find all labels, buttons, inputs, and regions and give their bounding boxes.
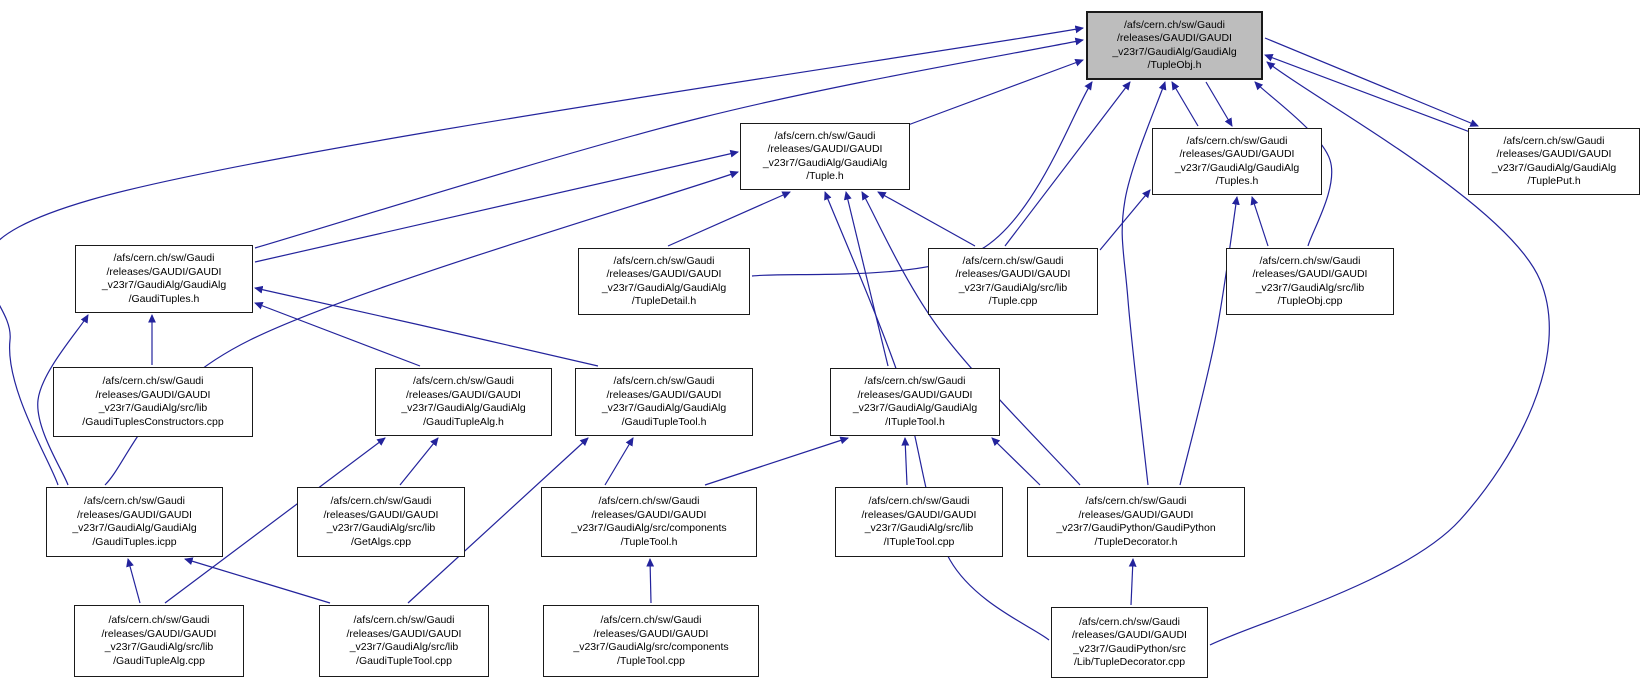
node-label-line: /afs/cern.ch/sw/Gaudi	[600, 614, 702, 626]
node-label-line: _v23r7/GaudiAlg/GaudiAlg	[762, 156, 888, 169]
edge-tupleobj_h-to-tuples_h	[1206, 82, 1232, 126]
node-label-line: /afs/cern.ch/sw/Gaudi	[330, 495, 432, 507]
node-label-line: /TupleTool.cpp	[617, 654, 685, 667]
edge-tupledecorator_h-to-tuple_h	[862, 192, 1080, 485]
node-label-line: /afs/cern.ch/sw/Gaudi	[1503, 134, 1605, 147]
edge-tupletool_comp_h-to-gaudituletool_h	[605, 438, 633, 485]
edge-gaudituletool_cpp-to-gaudituples_icpp	[185, 559, 330, 603]
edge-tupledetail_h-to-tuple_h	[668, 192, 790, 246]
node-label-line: /afs/cern.ch/sw/Gaudi	[613, 375, 715, 387]
graph-node-gaudituples_h[interactable]	[75, 245, 253, 313]
node-label-line: /afs/cern.ch/sw/Gaudi	[962, 254, 1064, 267]
node-label-line: /releases/GAUDI/GAUDI	[101, 627, 217, 640]
node-label-line: /afs/cern.ch/sw/Gaudi	[353, 614, 455, 626]
graph-node-tupleobj_cpp[interactable]	[1226, 248, 1394, 315]
node-label-line: /releases/GAUDI/GAUDI	[857, 388, 973, 401]
node-label-line: /GaudiTupleTool.h	[621, 415, 707, 428]
node-label-line: /GaudiTupleTool.cpp	[356, 654, 452, 667]
edge-tupletool_comp_cpp-to-tupletool_comp_h	[650, 559, 651, 603]
node-label-line: /ITupleTool.cpp	[883, 535, 955, 548]
edge-tupleobj_cpp-to-tuples_h	[1252, 197, 1268, 246]
node-label-line: /afs/cern.ch/sw/Gaudi	[1079, 615, 1180, 628]
node-label-line: /afs/cern.ch/sw/Gaudi	[598, 495, 700, 507]
graph-node-gauditulealg_cpp[interactable]	[74, 605, 244, 677]
edge-tupledecorator_h-to-itupletool_h	[992, 438, 1040, 485]
node-label-line: /releases/GAUDI/GAUDI	[1072, 629, 1187, 641]
edge-tuple_cpp-to-tupleobj_h	[1005, 82, 1130, 246]
node-label-line: _v23r7/GaudiPython/src	[1073, 642, 1186, 655]
graph-node-gaudituplesconstructors_cpp[interactable]	[53, 367, 253, 437]
node-label-line: /TuplePut.h	[1527, 175, 1581, 187]
node-label-line: _v23r7/GaudiAlg/src/components	[573, 641, 729, 653]
node-label-line: /releases/GAUDI/GAUDI	[1252, 268, 1368, 280]
node-label-line: /releases/GAUDI/GAUDI	[346, 627, 462, 640]
graph-node-itupletool_h[interactable]	[830, 368, 1000, 436]
node-label-line: /GaudiTupleAlg.cpp	[113, 654, 205, 667]
node-label-line: /TupleObj.h	[1147, 59, 1202, 71]
node-label-line: _v23r7/GaudiAlg/GaudiAlg	[72, 522, 197, 534]
node-label-line: /afs/cern.ch/sw/Gaudi	[113, 252, 215, 264]
graph-node-gaudituletool_cpp[interactable]	[319, 605, 489, 677]
node-label-line: /afs/cern.ch/sw/Gaudi	[864, 375, 966, 387]
node-label-line: /releases/GAUDI/GAUDI	[767, 143, 883, 155]
node-label-line: _v23r7/GaudiAlg/src/lib	[1255, 281, 1365, 294]
node-label-line: /Tuple.h	[806, 170, 844, 182]
node-label-line: /releases/GAUDI/GAUDI	[95, 388, 211, 401]
graph-node-tupledecorator_h[interactable]	[1027, 487, 1245, 557]
node-label-line: /releases/GAUDI/GAUDI	[591, 508, 707, 521]
edge-tupleput_h-to-tupleobj_h	[1265, 55, 1470, 132]
node-label-line: /afs/cern.ch/sw/Gaudi	[774, 129, 876, 142]
node-label-line: /TupleDetail.h	[631, 295, 697, 307]
node-label-line: /releases/GAUDI/GAUDI	[1117, 32, 1232, 44]
node-label-line: /releases/GAUDI/GAUDI	[323, 508, 439, 521]
edge-gaudituples_h-to-tuple_h	[255, 152, 738, 262]
edge-itupletool_h-to-tuple_h	[846, 192, 888, 366]
node-label-line: /afs/cern.ch/sw/Gaudi	[84, 495, 185, 507]
node-label-line: /releases/GAUDI/GAUDI	[77, 508, 192, 521]
edge-gauditulealg_h-to-gaudituples_h	[255, 303, 420, 366]
node-label-line: _v23r7/GaudiAlg/GaudiAlg	[1491, 161, 1617, 174]
node-label-line: _v23r7/GaudiAlg/src/components	[571, 522, 727, 534]
edge-tupledecorator_cpp-to-tupledecorator_h	[1131, 559, 1133, 605]
edge-gaudituples_h-to-tupleobj_h	[255, 40, 1083, 248]
node-label-line: /releases/GAUDI/GAUDI	[1179, 148, 1295, 160]
node-label-line: /afs/cern.ch/sw/Gaudi	[613, 254, 715, 267]
edge-tuple_h-to-tupleobj_h	[908, 60, 1083, 125]
node-label-line: /GetAlgs.cpp	[350, 535, 412, 548]
node-label-line: /releases/GAUDI/GAUDI	[1496, 148, 1612, 160]
graph-node-tupletool_comp_cpp[interactable]	[543, 605, 759, 677]
node-label-line: /afs/cern.ch/sw/Gaudi	[102, 375, 204, 387]
edge-itupletool_cpp-to-itupletool_h	[905, 438, 907, 485]
node-label-line: /releases/GAUDI/GAUDI	[606, 388, 722, 401]
node-label-line: /releases/GAUDI/GAUDI	[861, 508, 977, 521]
node-label-line: /afs/cern.ch/sw/Gaudi	[1259, 254, 1361, 267]
graph-node-gaudituples_icpp[interactable]	[46, 487, 223, 557]
node-label-line: /TupleDecorator.h	[1094, 535, 1178, 548]
node-label-line: _v23r7/GaudiAlg/src/lib	[864, 522, 974, 534]
node-label-line: _v23r7/GaudiAlg/src/lib	[349, 641, 459, 653]
node-label-line: /afs/cern.ch/sw/Gaudi	[108, 614, 210, 626]
node-label-line: _v23r7/GaudiAlg/GaudiAlg	[601, 402, 727, 414]
node-label-line: _v23r7/GaudiAlg/GaudiAlg	[852, 402, 978, 414]
node-label-line: /ITupleTool.h	[885, 415, 945, 428]
graph-node-tupletool_comp_h[interactable]	[541, 487, 757, 557]
node-label-line: /TupleTool.h	[620, 535, 678, 548]
graph-node-tupledetail_h[interactable]	[578, 248, 750, 315]
node-label-line: /releases/GAUDI/GAUDI	[606, 268, 722, 280]
node-label-line: /GaudiTuples.h	[128, 292, 200, 305]
node-label-line: _v23r7/GaudiAlg/src/lib	[104, 641, 214, 653]
node-label-line: _v23r7/GaudiAlg/src/lib	[326, 522, 436, 534]
node-label-line: /GaudiTuples.icpp	[92, 535, 177, 548]
graph-node-tuples_h[interactable]	[1152, 128, 1322, 195]
graph-node-tupleput_h[interactable]	[1468, 128, 1640, 195]
edge-gaudituletool_h-to-gaudituples_h	[255, 288, 598, 366]
graph-node-tupledecorator_cpp[interactable]	[1051, 607, 1208, 678]
node-label-line: _v23r7/GaudiAlg/src/lib	[958, 281, 1068, 294]
node-label-line: /GaudiTupleAlg.h	[423, 415, 504, 428]
node-label-line: /afs/cern.ch/sw/Gaudi	[1186, 134, 1288, 147]
edge-tuples_h-to-tupleobj_h	[1172, 82, 1198, 126]
node-label-line: _v23r7/GaudiAlg/src/lib	[98, 402, 208, 414]
node-label-line: /releases/GAUDI/GAUDI	[955, 268, 1071, 280]
edge-gauditulealg_cpp-to-gaudituples_icpp	[128, 559, 140, 603]
graph-node-tupleobj_h[interactable]	[1086, 11, 1263, 80]
node-label-line: /afs/cern.ch/sw/Gaudi	[1085, 495, 1187, 507]
graph-node-tuple_h[interactable]	[740, 123, 910, 190]
graph-node-gaudituletool_h[interactable]	[575, 368, 753, 436]
graph-node-getalgs_cpp[interactable]	[297, 487, 465, 557]
node-label-line: /afs/cern.ch/sw/Gaudi	[413, 375, 514, 387]
node-label-line: /releases/GAUDI/GAUDI	[106, 265, 222, 278]
node-label-line: _v23r7/GaudiPython/GaudiPython	[1056, 522, 1216, 534]
node-label-line: /afs/cern.ch/sw/Gaudi	[1124, 18, 1225, 31]
graph-node-itupletool_cpp[interactable]	[835, 487, 1003, 557]
node-label-line: /releases/GAUDI/GAUDI	[593, 627, 709, 640]
node-label-line: _v23r7/GaudiAlg/GaudiAlg	[401, 402, 526, 414]
node-label-line: /Lib/TupleDecorator.cpp	[1073, 656, 1186, 668]
node-label-line: /releases/GAUDI/GAUDI	[406, 388, 521, 401]
edge-tupledecorator_h-to-tuples_h	[1180, 197, 1237, 485]
node-label-line: _v23r7/GaudiAlg/GaudiAlg	[101, 279, 227, 291]
node-label-line: /Tuples.h	[1215, 175, 1259, 187]
node-label-line: /GaudiTuplesConstructors.cpp	[82, 415, 224, 428]
edge-tupletool_comp_h-to-itupletool_h	[705, 438, 848, 485]
graph-node-tuple_cpp[interactable]	[928, 248, 1098, 315]
node-label-line: _v23r7/GaudiAlg/GaudiAlg	[1174, 161, 1300, 174]
node-label-line: /Tuple.cpp	[988, 295, 1038, 307]
edge-tupleobj_h-to-tupleput_h	[1265, 38, 1478, 126]
node-label-line: _v23r7/GaudiAlg/GaudiAlg	[601, 281, 727, 294]
node-label-line: /releases/GAUDI/GAUDI	[1078, 508, 1194, 521]
node-label-line: _v23r7/GaudiAlg/GaudiAlg	[1112, 45, 1237, 58]
edge-tuple_cpp-to-tuple_h	[878, 192, 975, 246]
node-label-line: /afs/cern.ch/sw/Gaudi	[868, 495, 970, 507]
edge-getalgs_cpp-to-gauditulealg_h	[400, 438, 438, 485]
node-label-line: /TupleObj.cpp	[1277, 295, 1343, 307]
graph-node-gauditulealg_h[interactable]	[375, 368, 552, 436]
edge-gaudituples_icpp-to-tuple_h	[102, 172, 738, 485]
